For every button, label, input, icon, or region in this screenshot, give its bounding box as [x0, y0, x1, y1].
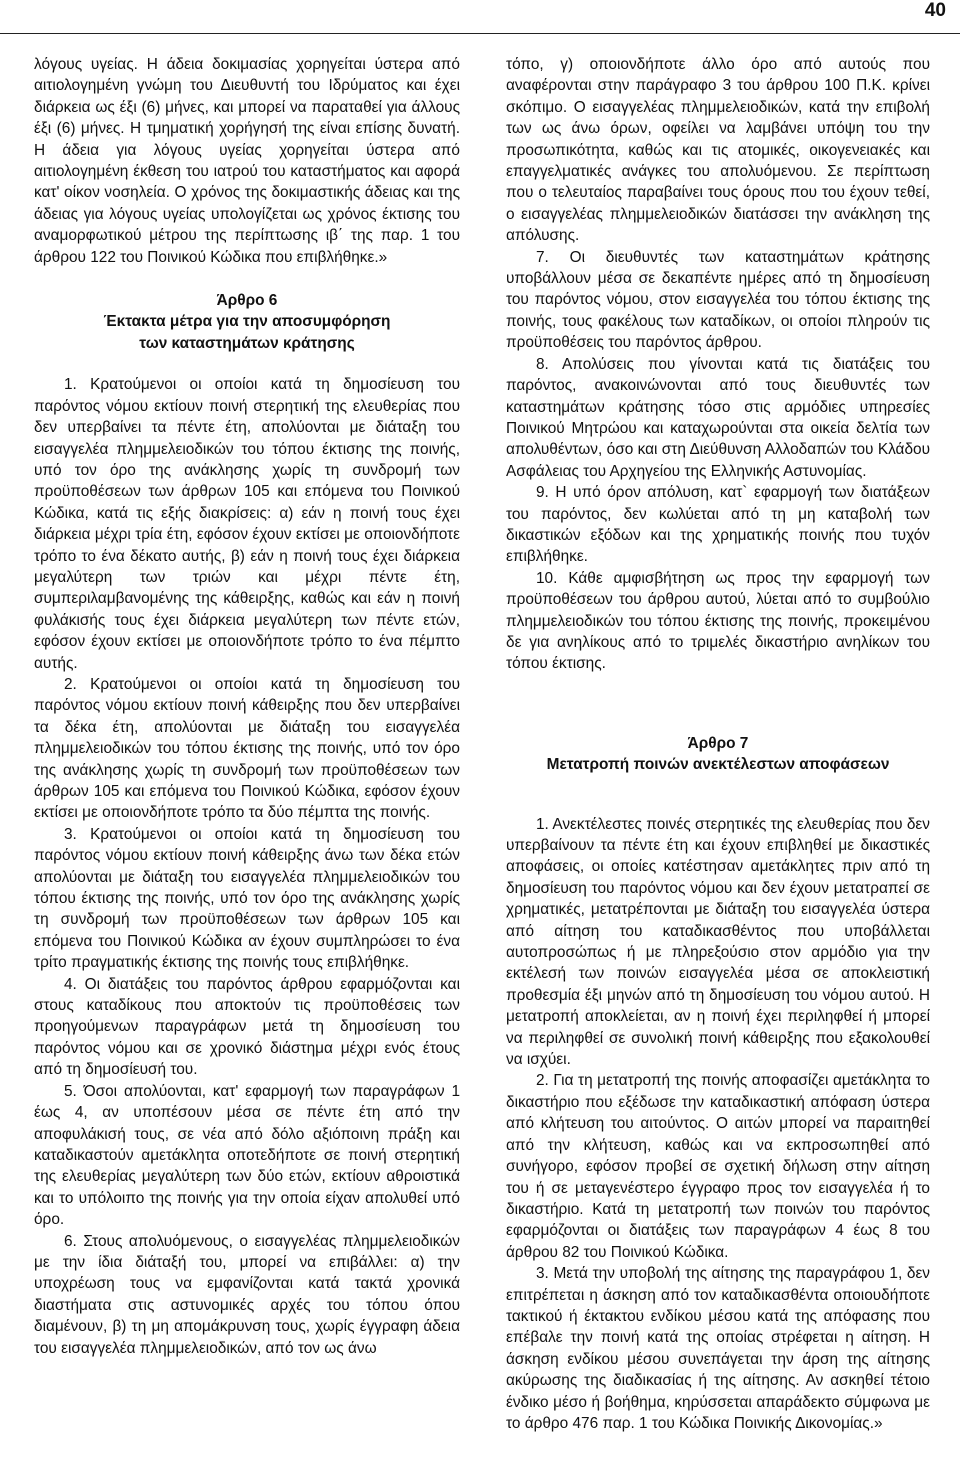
- article-7-heading: [506, 733, 930, 776]
- article-6-paragraph-3: 3. Κρατούμενοι οι οποίοι κατά τη δημοσίευση του παρόντος νόμου εκτίουν ποινή κάθειρξης άνω των δέκα ετών απολύονται με διάταξη του εισαγγελέα πλημμελειοδικών του τόπου έκτισης της ποινής, υπό τον όρο της ανάκλησης χωρίς τη συνδρομή των προϋποθέσεων των άρθρων 105 και επόμενα του Ποινικού Κώδικα αν έχουν συμπληρώσει το ένα τρίτο πραγματικής έκτισης της ποινής τους επιβλήθηκε.: [34, 825, 460, 972]
- article-6-paragraph-6: 6. Στους απολυόμενους, ο εισαγγελέας πλημμελειοδικών με την ίδια διάταξή του, μπορεί να επιβάλλει: α) την υποχρέωση τους να εμφανίζονται κατά τακτά χρονικά διαστήματα στις αστυνομικές αρχές του τόπου όπου διαμένουν, β) τη μη απομάκρυνση τους, χωρίς έγγραφη άδεια του εισαγγελέα πλημμελειοδικών, από τον ως άνω: [34, 1232, 460, 1357]
- paragraph-continued: λόγους υγείας. Η άδεια δοκιμασίας χορηγείται ύστερα από αιτιολογημένη γνώμη του Διευθυντή του Ιδρύματος και έχει διάρκεια ως έξι (6) μήνες, και μπορεί να παραταθεί για άλλους έξι (6) μήνες. Η τμηματική χορήγησή της είναι επίσης δυνατή. Η άδεια για λόγους υγείας χορηγείται ύστερα από αιτιολογημένη έκθεση του ιατρού του καταστήματος και αφορά κατ' οίκον νοσηλεία. Ο χρόνος της δοκιμαστικής άδειας και της άδειας για λόγους υγείας υπολογίζεται ως χρόνος έκτισης του αναμορφωτικού μέτρου της περίπτωσης ιβ΄ της παρ. 1 του άρθρου 122 του Ποινικού Κώδικα που επιβλήθηκε.»: [34, 56, 460, 266]
- header-rule: [0, 33, 960, 34]
- right-column: [506, 54, 930, 1434]
- article-6-paragraph-7: 7. Οι διευθυντές των καταστημάτων κράτησης υποβάλλουν μέσα σε δεκαπέντε ημέρες από τη δημοσίευση του παρόντος νόμου, στον εισαγγελέα του τόπου έκτισης της ποινής, τους φακέλους των καταδίκων, οι οποίοι πληρούν τις προϋποθέσεις του παρόντος άρθρου.: [506, 248, 930, 352]
- article-6-heading: [34, 290, 460, 354]
- article-6-paragraph-5: 5. Όσοι απολύονται, κατ' εφαρμογή των παραγράφων 1 έως 4, αν υποπέσουν μέσα σε πέντε έτη από την αποφυλάκισή τους, σε νέα από δόλο αξιόποινη πράξη και καταδικαστούν αμετάκλητα οποτεδήποτε σε ποινή στερητική της ελευθερίας μεγαλύτερη των δύο ετών, εκτίουν αθροιστικά και το υπόλοιπο της ποινής για την οποία είχαν απολυθεί υπό όρο.: [34, 1082, 460, 1229]
- article-6-title-line2: των καταστημάτων κράτησης: [139, 334, 355, 352]
- article-6-paragraph-4: 4. Οι διατάξεις του παρόντος άρθρου εφαρμόζονται και στους καταδίκους που αποκτούν τις προϋποθέσεις των προηγούμενων παραγράφων μετά τη δημοσίευση του παρόντος νόμου και σε χρονικό διάστημα μέχρι ενός έτους από τη δημοσίευσή του.: [34, 975, 460, 1079]
- left-column: [34, 54, 460, 1359]
- article-6-paragraph-2: 2. Κρατούμενοι οι οποίοι κατά τη δημοσίευση του παρόντος νόμου εκτίουν ποινή κάθειρξης που δεν υπερβαίνει τα δέκα έτη, απολύονται με διάταξη του εισαγγελέα πλημμελειοδικών του τόπου έκτισης της ποινής, υπό τον όρο της ανάκλησης χωρίς τη συνδρομή των προϋποθέσεων των άρθρων 105 και επόμενα του Ποινικού Κώδικα, εφόσον έχουν εκτίσει με οποιονδήποτε τρόπο τα δύο πέμπτα της ποινής.: [34, 675, 460, 822]
- page-number: 40: [924, 0, 946, 21]
- article-6-paragraph-8: 8. Απολύσεις που γίνονται κατά τις διατάξεις του παρόντος, ανακοινώνονται από τους διευθυντές των καταστημάτων κράτησης τόσο στις αρμόδιες υπηρεσίες Ποινικού Μητρώου και καταχωρούνται στα οικεία δελτία των απολυθέντων, όσο και στη Διεύθυνση Αλλοδαπών του Κλάδου Ασφάλειας του Αρχηγείου της Ελληνικής Αστυνομίας.: [506, 355, 930, 480]
- article-7-paragraph-2: 2. Για τη μετατροπή της ποινής αποφασίζει αμετάκλητα το δικαστήριο που εξέδωσε την καταδικαστική απόφαση ύστερα από κλήτευση του αιτούντος. Ο αιτών μπορεί να παραιτηθεί από την κλήτευση, καθώς και να εκπροσωπηθεί από συνήγορο, εφόσον προβεί σε σχετική δήλωση στην αίτηση του ή σε μεταγενέστερο έγγραφο προς τον εισαγγελέα ή το δικαστήριο. Κατά τη μετατροπή των ποινών του παρόντος εφαρμόζονται οι διατάξεις των παραγράφων 4 έως 8 του άρθρου 82 του Ποινικού Κώδικα.: [506, 1072, 930, 1261]
- article-7-number: Άρθρο 7: [687, 734, 749, 752]
- article-7-paragraph-1: 1. Ανεκτέλεστες ποινές στερητικές της ελευθερίας που δεν υπερβαίνουν τα πέντε έτη και έχουν επιβληθεί με δικαστικές αποφάσεις, οι οποίες κατέστησαν αμετάκλητες πριν από τη δημοσίευση του παρόντος νόμου και δεν έχουν μετατραπεί σε χρηματικές, μετατρέπονται με διάταξη του εισαγγελέα ύστερα από αίτηση του καταδικασθέντος που υποβάλλεται αυτοπροσώπως ή με πληρεξούσιο στον αρμόδιο για την εκτέλεσή των ποινών εισαγγελέα μέσα σε αποκλειστική προθεσμία έξι μηνών από τη δημοσίευση του νόμου αυτού. Η μετατροπή αποκλείεται, αν η ποινή έχει περιληφθεί ή μπορεί να περιληφθεί σε συνολική ποινή κάθειρξης που εξακολουθεί να ισχύει.: [506, 815, 930, 1069]
- article-7-paragraph-3: 3. Μετά την υποβολή της αίτησης της παραγράφου 1, δεν επιτρέπεται η άσκηση από τον καταδικασθέντα οποιουδήποτε τακτικού ή έκτακτου ενδίκου μέσου κατά της απόφασης που επέβαλε την ποινή κατά της οποίας στρέφεται η αίτηση. Η άσκηση ενδίκου μέσου συνεπάγεται την άρση της αίτησης ακύρωσης της διαδικασίας ή της αίτησης. Αν ασκηθεί τέτοιο ένδικο μέσο ή βοήθημα, κηρύσσεται απαράδεκτο σύμφωνα με το άρθρο 476 παρ. 1 του Κώδικα Ποινικής Δικονομίας.»: [506, 1265, 930, 1432]
- article-6-title-line1: Έκτακτα μέτρα για την αποσυμφόρηση: [103, 313, 391, 331]
- paragraph-continued-right: τόπο, γ) οποιονδήποτε άλλο όρο από αυτούς που αναφέρονται στην παράγραφο 3 του άρθρου 100 Π.Κ. κρίνει σκόπιμο. Ο εισαγγελέας πλημμελειοδικών, κατά την επιβολή των ως άνω όρων, οφείλει να λαμβάνει υπόψη του την προσωπικότητα, καθώς και τις ατομικές, οικογενειακές και επαγγελματικές ανάγκες του απολυόμενου. Σε περίπτωση που ο τελευταίος παραβαίνει τους όρους που του έχουν τεθεί, ο εισαγγελέας πλημμελειοδικών διατάσσει την ανάκληση της απόλυσης.: [506, 56, 930, 245]
- article-6-paragraph-9: 9. Η υπό όρον απόλυση, κατ` εφαρμογή των διατάξεων του παρόντος, δεν κωλύεται από τη μη καταβολή των δικαστικών εξόδων και της χρηματικής ποινής που τυχόν επιβλήθηκε.: [506, 484, 930, 566]
- article-6-paragraph-1: 1. Κρατούμενοι οι οποίοι κατά τη δημοσίευση του παρόντος νόμου εκτίουν ποινή στερητική της ελευθερίας που δεν υπερβαίνει τα πέντε έτη, απολύονται με διάταξη του εισαγγελέα πλημμελειοδικών του τόπου έκτισης της ποινής, υπό τον όρο της ανάκλησης χωρίς τη συνδρομή των προϋποθέσεων των άρθρων 105 και επόμενα του Ποινικού Κώδικα, κατά τις εξής διακρίσεις: α) εάν η ποινή τους έχει διάρκεια μέχρι τρία έτη, εφόσον έχουν εκτίσει με οποιονδήποτε τρόπο το ένα δέκατο αυτής, β) εάν η ποινή τους έχει διάρκεια μεγαλύτερη των τριών και μέχρι πέντε έτη, συμπεριλαμβανομένης της κάθειρξης, καθώς και εάν η ποινή φυλάκισής τους έχει διάρκεια μεγαλύτερη των πέντε ετών, εφόσον έχουν εκτίσει με οποιονδήποτε τρόπο το ένα πέμπτο αυτής.: [34, 376, 460, 672]
- article-6-number: Άρθρο 6: [216, 292, 278, 310]
- article-7-title-line1: Μετατροπή ποινών ανεκτέλεστων αποφάσεων: [546, 756, 890, 774]
- article-6-paragraph-10: 10. Κάθε αμφισβήτηση ως προς την εφαρμογή των προϋποθέσεων του άρθρου αυτού, λύεται από το συμβούλιο πλημμελειοδικών του τόπου έκτισης της ποινής, προκειμένου δε για ανηλίκους από το τριμελές δικαστήριο ανηλίκων του τόπου έκτισης.: [506, 569, 930, 673]
